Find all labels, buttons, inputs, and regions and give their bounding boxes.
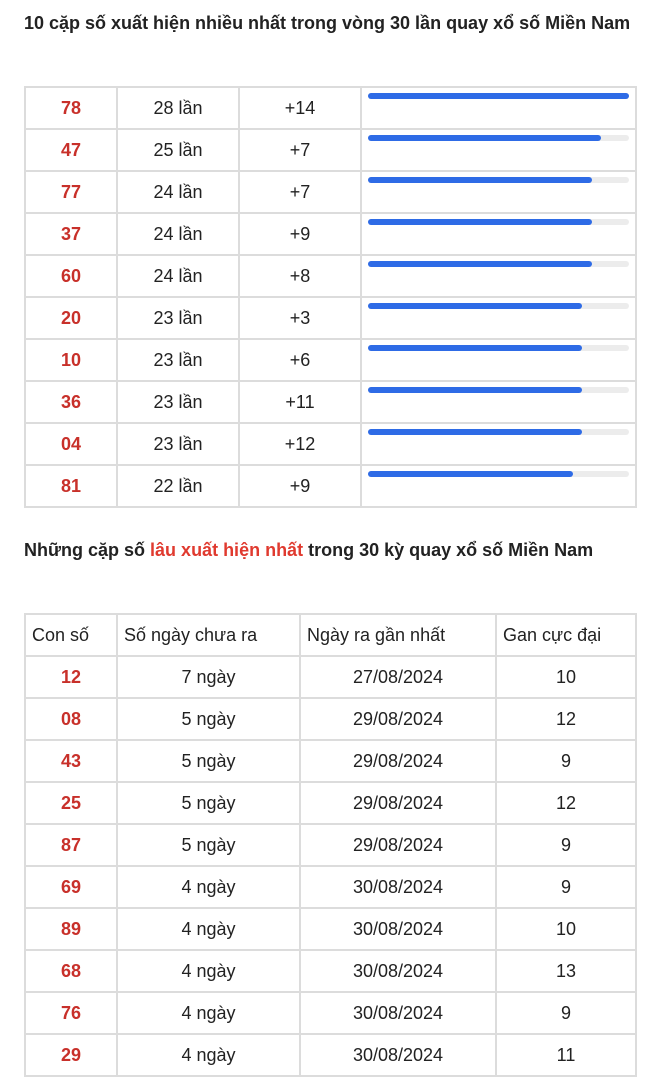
table-row xyxy=(25,908,636,950)
pair-number: 29 xyxy=(25,1034,117,1076)
table-row xyxy=(25,87,636,129)
frequency-bar-track xyxy=(368,219,629,225)
header-max-gan: Gan cực đại xyxy=(496,614,636,656)
table-row xyxy=(25,381,636,423)
table-row xyxy=(25,465,636,507)
pair-number: 47 xyxy=(25,129,117,171)
appearance-count: 23 lần xyxy=(117,423,239,465)
last-appearance-date: 29/08/2024 xyxy=(300,698,496,740)
frequency-bar-track xyxy=(368,387,629,393)
days-absent: 4 ngày xyxy=(117,908,300,950)
table-row xyxy=(25,297,636,339)
frequency-bar xyxy=(368,219,592,225)
pair-number: 76 xyxy=(25,992,117,1034)
count-change: +8 xyxy=(239,255,361,297)
table-header-row xyxy=(25,614,636,656)
last-appearance-date: 30/08/2024 xyxy=(300,908,496,950)
days-absent: 4 ngày xyxy=(117,1034,300,1076)
frequency-bar-cell xyxy=(361,423,636,465)
frequency-bar-cell xyxy=(361,213,636,255)
max-gan: 10 xyxy=(496,908,636,950)
frequency-bar-track xyxy=(368,177,629,183)
frequency-bar-track xyxy=(368,429,629,435)
count-change: +6 xyxy=(239,339,361,381)
pair-number: 68 xyxy=(25,950,117,992)
days-absent: 4 ngày xyxy=(117,992,300,1034)
last-appearance-date: 30/08/2024 xyxy=(300,950,496,992)
table-row xyxy=(25,866,636,908)
frequency-bar xyxy=(368,345,582,351)
count-change: +3 xyxy=(239,297,361,339)
frequency-bar-track xyxy=(368,135,629,141)
table-row xyxy=(25,129,636,171)
appearance-count: 24 lần xyxy=(117,255,239,297)
pair-number: 43 xyxy=(25,740,117,782)
last-appearance-date: 29/08/2024 xyxy=(300,782,496,824)
pair-number: 60 xyxy=(25,255,117,297)
count-change: +12 xyxy=(239,423,361,465)
heading-text-before: Những cặp số xyxy=(24,540,151,560)
frequency-bar-cell xyxy=(361,255,636,297)
max-gan: 12 xyxy=(496,782,636,824)
max-gan: 9 xyxy=(496,992,636,1034)
heading-highlight: lâu xuất hiện nhất xyxy=(150,540,304,560)
days-absent: 4 ngày xyxy=(117,866,300,908)
table-row xyxy=(25,698,636,740)
pair-number: 10 xyxy=(25,339,117,381)
frequency-bar-track xyxy=(368,93,629,99)
frequency-bar-cell xyxy=(361,339,636,381)
pair-number: 78 xyxy=(25,87,117,129)
count-change: +7 xyxy=(239,129,361,171)
frequency-bar xyxy=(368,303,582,309)
pair-number: 69 xyxy=(25,866,117,908)
appearance-count: 22 lần xyxy=(117,465,239,507)
frequency-bar xyxy=(368,135,601,141)
frequent-pairs-table xyxy=(24,86,637,508)
table-row xyxy=(25,171,636,213)
table-row xyxy=(25,1034,636,1076)
longest-absent-heading xyxy=(24,535,644,565)
last-appearance-date: 27/08/2024 xyxy=(300,656,496,698)
frequent-pairs-heading: 10 cặp số xuất hiện nhiều nhất trong vòng 30 lần quay xổ số Miền Nam xyxy=(24,13,631,33)
days-absent: 5 ngày xyxy=(117,824,300,866)
days-absent: 7 ngày xyxy=(117,656,300,698)
max-gan: 9 xyxy=(496,740,636,782)
table-row xyxy=(25,950,636,992)
frequency-bar-track xyxy=(368,303,629,309)
frequency-bar-track xyxy=(368,471,629,477)
last-appearance-date: 30/08/2024 xyxy=(300,1034,496,1076)
frequency-bar xyxy=(368,471,573,477)
pair-number: 20 xyxy=(25,297,117,339)
max-gan: 12 xyxy=(496,698,636,740)
pair-number: 25 xyxy=(25,782,117,824)
pair-number: 81 xyxy=(25,465,117,507)
max-gan: 13 xyxy=(496,950,636,992)
days-absent: 4 ngày xyxy=(117,950,300,992)
table-row xyxy=(25,782,636,824)
count-change: +9 xyxy=(239,213,361,255)
max-gan: 10 xyxy=(496,656,636,698)
days-absent: 5 ngày xyxy=(117,740,300,782)
days-absent: 5 ngày xyxy=(117,698,300,740)
appearance-count: 24 lần xyxy=(117,213,239,255)
max-gan: 11 xyxy=(496,1034,636,1076)
count-change: +9 xyxy=(239,465,361,507)
frequency-bar-cell xyxy=(361,129,636,171)
frequency-bar-cell xyxy=(361,171,636,213)
pair-number: 12 xyxy=(25,656,117,698)
last-appearance-date: 30/08/2024 xyxy=(300,992,496,1034)
table-row xyxy=(25,213,636,255)
pair-number: 37 xyxy=(25,213,117,255)
header-last-date: Ngày ra gần nhất xyxy=(300,614,496,656)
longest-absent-table xyxy=(24,613,637,1077)
pair-number: 87 xyxy=(25,824,117,866)
table-row xyxy=(25,339,636,381)
frequency-bar-cell xyxy=(361,381,636,423)
table-row xyxy=(25,423,636,465)
frequency-bar-track xyxy=(368,345,629,351)
appearance-count: 23 lần xyxy=(117,381,239,423)
pair-number: 77 xyxy=(25,171,117,213)
frequency-bar xyxy=(368,93,629,99)
frequency-bar-track xyxy=(368,261,629,267)
last-appearance-date: 29/08/2024 xyxy=(300,824,496,866)
frequency-bar-cell xyxy=(361,297,636,339)
appearance-count: 24 lần xyxy=(117,171,239,213)
frequency-bar xyxy=(368,429,582,435)
frequency-bar xyxy=(368,387,582,393)
header-number: Con số xyxy=(25,614,117,656)
table-row xyxy=(25,992,636,1034)
table-row xyxy=(25,255,636,297)
frequency-bar-cell xyxy=(361,87,636,129)
appearance-count: 25 lần xyxy=(117,129,239,171)
pair-number: 36 xyxy=(25,381,117,423)
count-change: +14 xyxy=(239,87,361,129)
days-absent: 5 ngày xyxy=(117,782,300,824)
last-appearance-date: 30/08/2024 xyxy=(300,866,496,908)
table-row xyxy=(25,824,636,866)
pair-number: 08 xyxy=(25,698,117,740)
appearance-count: 28 lần xyxy=(117,87,239,129)
frequency-bar xyxy=(368,177,592,183)
count-change: +7 xyxy=(239,171,361,213)
pair-number: 89 xyxy=(25,908,117,950)
header-days-absent: Số ngày chưa ra xyxy=(117,614,300,656)
last-appearance-date: 29/08/2024 xyxy=(300,740,496,782)
appearance-count: 23 lần xyxy=(117,297,239,339)
frequency-bar-cell xyxy=(361,465,636,507)
frequency-bar xyxy=(368,261,592,267)
table-row xyxy=(25,656,636,698)
heading-text-after: trong 30 kỳ quay xổ số Miền Nam xyxy=(303,540,594,560)
appearance-count: 23 lần xyxy=(117,339,239,381)
pair-number: 04 xyxy=(25,423,117,465)
max-gan: 9 xyxy=(496,866,636,908)
count-change: +11 xyxy=(239,381,361,423)
table-row xyxy=(25,740,636,782)
max-gan: 9 xyxy=(496,824,636,866)
